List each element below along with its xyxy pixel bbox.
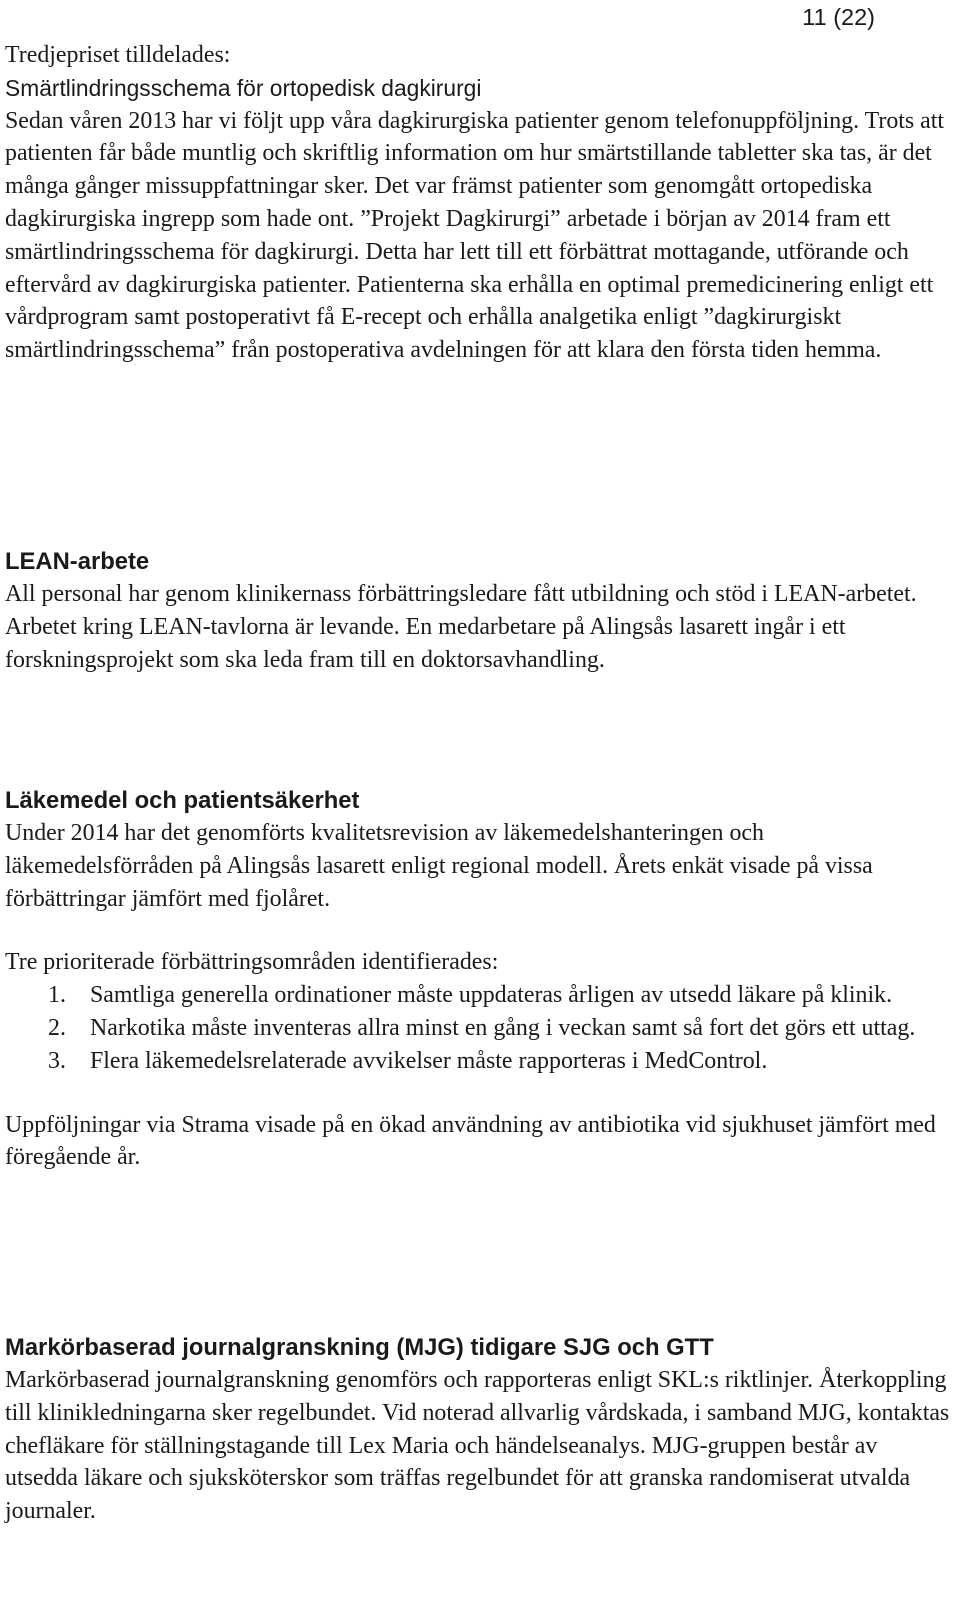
award-title: Smärtlindringsschema för ortopedisk dagkirurgi: [5, 74, 482, 101]
award-paragraph: Sedan våren 2013 har vi följt upp våra dagkirurgiska patienter genom telefonuppföljning. Trots att patienten får både muntlig och skriftlig information om hur smärtstillande tabletter ska tas, är det många gånger missuppfattningar sker. Det var främst patienter som genomgått ortopediska dagkirurgiska ingrepp som hade ont. ”Projekt Dagkirurgi” arbetade i början av 2014 fram ett smärtlindringsschema för dagkirurgi. Detta har lett till ett förbättrat mottagande, utförande och eftervård av dagkirurgiska patienter. Patienterna ska erhålla en optimal premedicinering enligt ett vårdprogram samt postoperativt få E-recept och erhålla analgetika enligt ”dagkirurgiskt smärtlindringsschema” från postoperativa avdelningen för att klara den första tiden hemma.: [5, 107, 945, 364]
improvement-list-intro: Tre prioriterade förbättringsområden identifierades:: [5, 949, 499, 976]
mjg-heading: Markörbaserad journalgranskning (MJG) tidigare SJG och GTT: [5, 1334, 714, 1361]
medication-safety-section: [5, 785, 950, 1174]
list-item-text: Samtliga generella ordinationer måste uppdateras årligen av utsedd läkare på klinik.: [90, 982, 893, 1009]
strama-followup-paragraph: Uppföljningar via Strama visade på en ökad användning av antibiotika vid sjukhuset jämfört med föregående år.: [5, 1111, 936, 1171]
list-item-number: 2.: [48, 1014, 66, 1041]
mjg-section: [5, 1332, 950, 1528]
lean-heading: LEAN-arbete: [5, 548, 150, 575]
medication-safety-heading: Läkemedel och patientsäkerhet: [5, 787, 360, 814]
award-section: [5, 39, 950, 367]
medication-safety-paragraph: Under 2014 har det genomförts kvalitetsrevision av läkemedelshanteringen och läkemedelsförråden på Alingsås lasarett enligt regional modell. Årets enkät visade på vissa förbättringar jämfört med fjolåret.: [5, 820, 873, 912]
lean-paragraph: All personal har genom klinikernass förbättringsledare fått utbildning och stöd i LEAN-arbetet. Arbetet kring LEAN-tavlorna är levande. En medarbetare på Alingsås lasarett ingår i ett forskningsprojekt som ska leda fram till en doktorsavhandling.: [5, 581, 917, 673]
improvement-list: [5, 979, 950, 1077]
lean-section: [5, 546, 950, 676]
document-page: [5, 0, 950, 1597]
list-item-number: 3.: [48, 1047, 66, 1074]
list-item-number: 1.: [48, 982, 66, 1009]
list-item: [5, 1012, 950, 1045]
list-item: [5, 979, 950, 1012]
list-item-text: Narkotika måste inventeras allra minst en gång i veckan samt så fort det görs ett uttag.: [90, 1014, 916, 1041]
page-number: 11 (22): [802, 4, 875, 30]
list-item: [5, 1045, 950, 1078]
mjg-paragraph: Markörbaserad journalgranskning genomförs och rapporteras enligt SKL:s riktlinjer. Återkoppling till klinikledningarna sker regelbundet. Vid noterad allvarlig vårdskada, i samband MJG, kontaktas chefläkare för ställningstagande till Lex Maria och händelseanalys. MJG-gruppen består av utsedda läkare och sjuksköterskor som träffas regelbundet för att granska randomiserat utvalda journaler.: [5, 1367, 950, 1525]
award-label: Tredjepriset tilldelades:: [5, 42, 231, 68]
list-item-text: Flera läkemedelsrelaterade avvikelser måste rapporteras i MedControl.: [90, 1047, 768, 1074]
